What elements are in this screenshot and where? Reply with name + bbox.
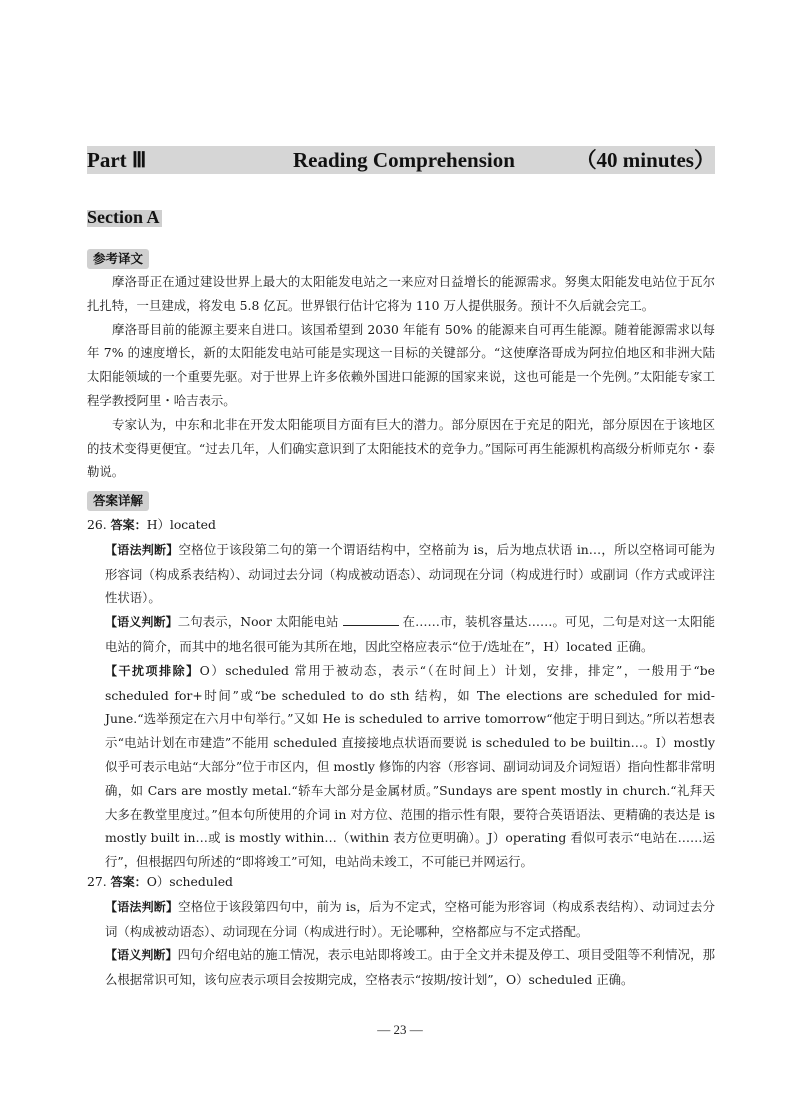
translation-label: 参考译文 bbox=[87, 249, 149, 269]
part-header-bar bbox=[87, 146, 715, 174]
answer-26-line bbox=[87, 513, 715, 538]
section-heading: Section A bbox=[87, 206, 168, 228]
analysis-text: O）scheduled 常用于被动态，表示“（在时间上）计划，安排，排定”，一般用于“be scheduled for+时间”或“be scheduled to do sth 结构，如 The elections are scheduled for mid-June.“选举预定在六月中旬举行。”又如 He is scheduled to arrive tomorrow“他定于明日到达。”所以若想表示“电站计划在市建造”不能用 scheduled 直接接地点状语而要说 is scheduled to be builtin…。I）mostly 似乎可表示电站“大部分”位于市区内，但 mostly 修饰的内容（形容词、副词动词及介词短语）指向性都非常明确，如 Cars are mostly metal.“轿车大部分是金属材质。”Sundays are spent mostly in church.“礼拜天大多在教堂里度过。”但本句所使用的介词 in 对方位、范围的指示性有限，要符合英语语法、更精确的表达是 is mostly built in…或 is mostly within…（within 表方位更明确）。J）operating 看似可表示“电站在……运行”，但根据四句所述的“即将竣工”可知，电站尚未竣工，不可能已并网运行。 bbox=[105, 662, 715, 870]
page-number: — 23 — bbox=[377, 1022, 423, 1037]
analysis-paragraph bbox=[87, 538, 715, 610]
question-number: 26. bbox=[87, 517, 107, 532]
part-label: Part Ⅲ bbox=[87, 148, 147, 172]
translation-paragraph: 专家认为，中东和北非在开发太阳能项目方面有巨大的潜力。部分原因在于充足的阳光，部分原因在于该地区的技术变得更便宜。“过去几年，人们确实意识到了太阳能技术的竞争力。”国际可再生能源机构高级分析师克尔・泰勒说。 bbox=[87, 416, 715, 480]
analysis-paragraph bbox=[87, 659, 715, 874]
analysis-paragraph bbox=[87, 895, 715, 944]
translation-paragraph: 摩洛哥目前的能源主要来自进口。该国希望到 2030 年能有 50% 的能源来自可再生能源。随着能源需求以每年 7% 的速度增长，新的太阳能发电站可能是实现这一目标的关键部分。“这使摩洛哥成为阿拉伯地区和非洲大陆太阳能领域的一个重要先驱。对于世界上许多依赖外国进口能源的国家来说，这也可能是一个先例。”太阳能专家工程学教授阿里・哈吉表示。 bbox=[87, 321, 715, 408]
part-title: Reading Comprehension bbox=[293, 148, 515, 172]
answer-label: 答案： bbox=[110, 875, 147, 889]
answer-value: H）located bbox=[146, 517, 216, 532]
answers-label: 答案详解 bbox=[87, 491, 149, 511]
answer-26-block bbox=[87, 513, 715, 874]
analysis-paragraph bbox=[87, 943, 715, 992]
analysis-text: 二句表示，Noor 太阳能电站 bbox=[177, 614, 339, 630]
translation-paragraph: 摩洛哥正在通过建设世界上最大的太阳能发电站之一来应对日益增长的能源需求。努奥太阳能发电站位于瓦尔扎扎特，一旦建成，将发电 5.8 亿瓦。世界银行估计它将为 110 万人提供服务。预计不久后就会完工。 bbox=[87, 274, 715, 313]
analysis-text: 空格位于该段第四句中，前为 is，后为不定式，空格可能为形容词（构成系表结构）、动词过去分词（构成被动语态）、动词现在分词（构成进行时）。无论哪种，空格都应与不定式搭配。 bbox=[105, 898, 715, 939]
analysis-text: 四句介绍电站的施工情况，表示电站即将竣工。由于全文并未提及停工、项目受阻等不利情况，那么根据常识可知，该句应表示项目会按期完成，空格表示“按期/按计划”，O）scheduled 正确。 bbox=[105, 947, 715, 988]
answer-27-block bbox=[87, 870, 715, 992]
analysis-tag: 【语法判断】 bbox=[105, 542, 179, 557]
answer-blank bbox=[343, 613, 399, 626]
answer-27-line bbox=[87, 870, 715, 895]
analysis-tag: 【语义判断】 bbox=[105, 948, 178, 963]
analysis-tag: 【语法判断】 bbox=[105, 899, 179, 914]
question-number: 27. bbox=[87, 874, 107, 889]
answer-label: 答案： bbox=[110, 518, 147, 532]
analysis-paragraph bbox=[87, 610, 715, 659]
analysis-text: 空格位于该段第二句的第一个谓语结构中，空格前为 is，后为地点状语 in…，所以空格词可能为形容词（构成系表结构）、动词过去分词（构成被动语态）、动词现在分词（构成进行时）或副词（作方式或评注性状语）。 bbox=[105, 541, 715, 606]
translation-body bbox=[87, 270, 715, 484]
analysis-text: 在……市，装机容量达……。可见，二句是对这一太阳能电站的简介，而其中的地名很可能为其所在地，因此空格应表示“位于/选址在”，H）located 正确。 bbox=[105, 614, 715, 654]
part-time: （40 minutes） bbox=[575, 148, 715, 172]
answer-value: O）scheduled bbox=[146, 874, 233, 889]
analysis-tag: 【干扰项排除】 bbox=[105, 663, 200, 678]
analysis-tag: 【语义判断】 bbox=[105, 615, 178, 630]
